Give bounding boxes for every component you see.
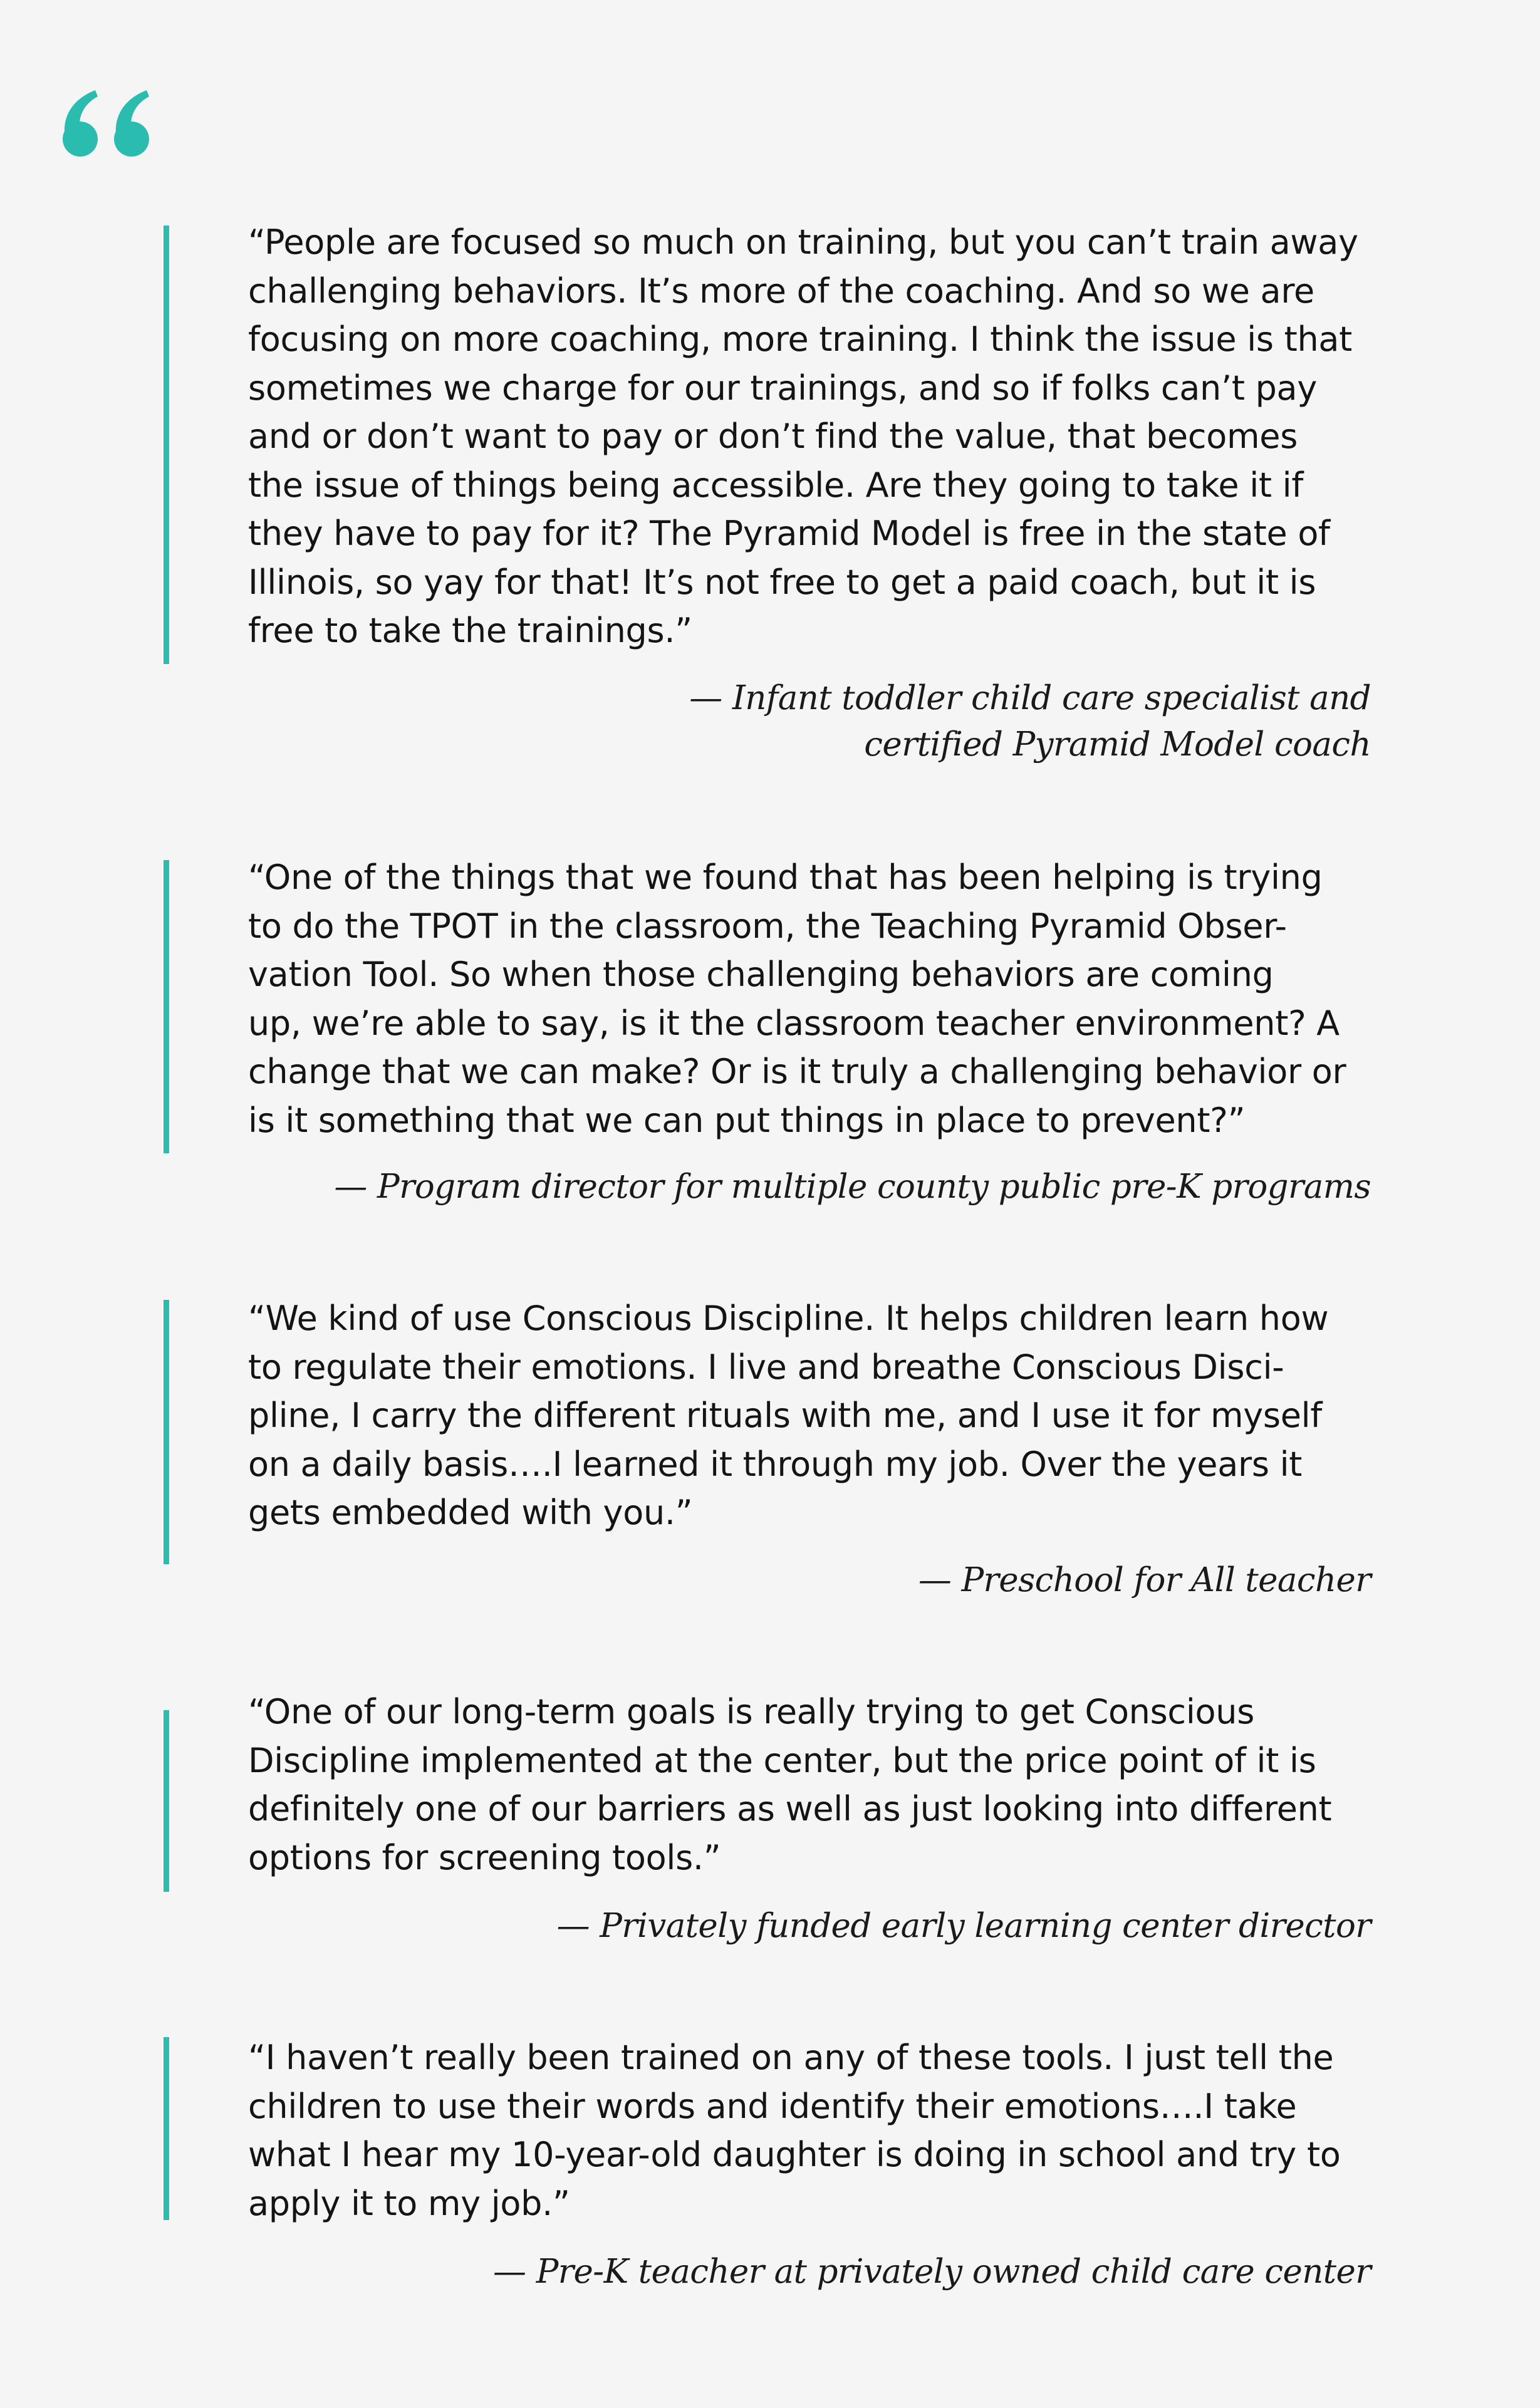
quote-attribution: — Program director for multiple county public pre-K programs [334, 1168, 1371, 1206]
quote-accent-bar [164, 1300, 169, 1564]
quote-accent-bar [164, 1710, 169, 1892]
quote-text: “One of our long-term goals is really trying to get Conscious Discipline implemented at the center, but the price point of it is definitely one of our barriers as well as just looking into different options for screening tools.” [248, 1692, 1332, 1877]
quote-text: “People are focused so much on training, but you can’t train away challenging behaviors. It’s more of the coaching. And so we are focusing on more coaching, more training. I think the issue is that sometimes we charge for our trainings, and so if folks can’t pay and or don’t want to pay or don’t find the value, that becomes the issue of things being accessible. Are they going to take it if they have to pay for it? The Pyramid Model is free in the state of Illinois, so yay for that! It’s not free to get a paid coach, but it is free to take the trainings.” [248, 222, 1358, 650]
quote-attribution: — Preschool for All teacher [918, 1561, 1371, 1599]
quote-attribution: — Infant toddler child care specialist and certified Pyramid Model coach [689, 679, 1371, 764]
quote-accent-bar [164, 860, 169, 1153]
quote-text: “I haven’t really been trained on any of these tools. I just tell the children to use their words and identify their emotions….I take what I hear my 10-year-old daughter is doing in school and try to apply it to my job.” [248, 2038, 1341, 2223]
quote-text: “One of the things that we found that has been helping is trying to do the TPOT in the classroom, the Teaching Pyramid Obser- vation Tool. So when those challenging behaviors are coming up, we’re able to say, is it the classroom teacher environment? A change that we can make? Or is it truly a challenging behavior or is it something that we can put things in place to prevent?” [248, 858, 1346, 1140]
quote-accent-bar [164, 226, 169, 664]
double-quote-mark-icon [59, 86, 159, 162]
quote-text: “We kind of use Conscious Discipline. It helps children learn how to regulate their emotions. I live and breathe Conscious Disci- pline, I carry the different rituals with me, and I use it for myself on a daily basis….I learned it through my job. Over the years it gets embedded with you.” [248, 1299, 1329, 1532]
quote-attribution: — Pre-K teacher at privately owned child care center [493, 2253, 1371, 2291]
quote-accent-bar [164, 2037, 169, 2220]
quote-attribution: — Privately funded early learning center director [556, 1907, 1371, 1945]
